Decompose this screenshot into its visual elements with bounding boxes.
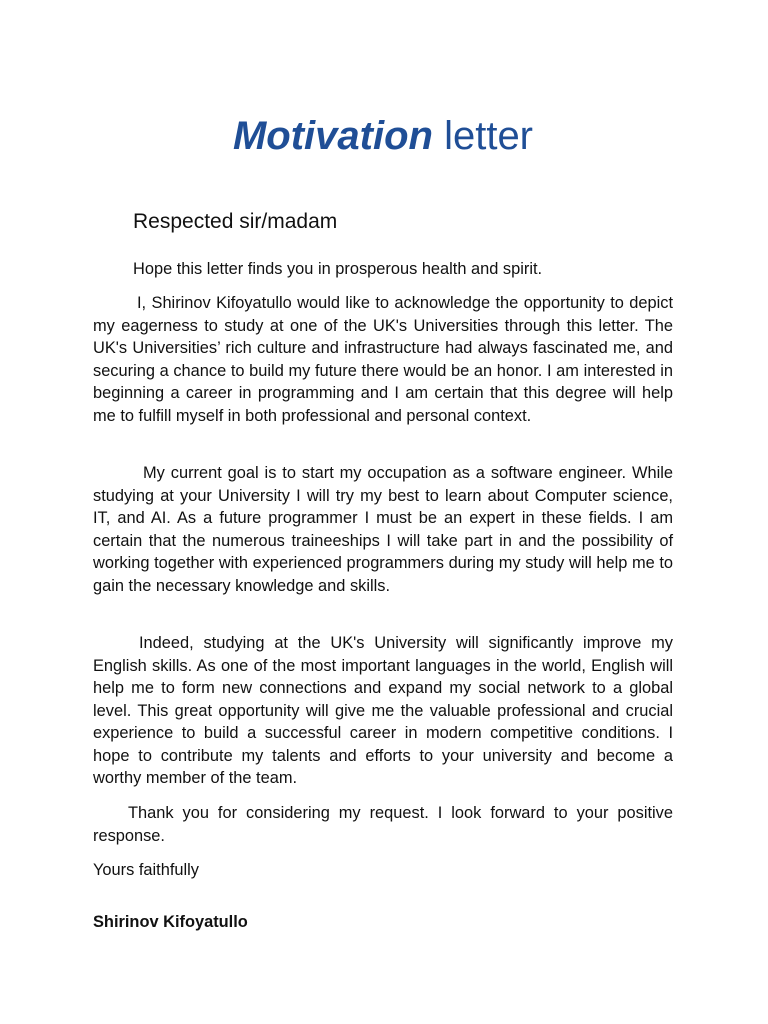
- letter-page: [93, 0, 673, 1024]
- document-title: [93, 113, 673, 159]
- paragraph-career-goal: My current goal is to start my occupation as a software engineer. While studying at your University I will try my best to learn about Computer science, IT, and AI. As a future programmer I must be an expert in these fields. I am certain that the numerous traineeships I will take part in and the possibility of working together with experienced programmers during my study will help me to gain the necessary knowledge and skills.: [93, 464, 673, 595]
- title-bold-word: Motivation: [232, 114, 433, 158]
- title-rest-word: letter: [444, 114, 534, 158]
- salutation: Respected sir/madam: [133, 210, 338, 233]
- closing-line: Yours faithfully: [93, 861, 199, 879]
- paragraph-introduction: I, Shirinov Kifoyatullo would like to acknowledge the opportunity to depict my eagerness to study at one of the UK's Universities through this letter. The UK's Universities’ rich culture and infrastructure had always fascinated me, and securing a chance to build my future there would be an honor. I am interested in beginning a career in programming and I am certain that this degree will help me to fulfill myself in both professional and personal context.: [93, 294, 673, 425]
- paragraph-english-skills: Indeed, studying at the UK's University will significantly improve my English skills. As one of the most important languages in the world, English will help me to form new connections and expand my social network to a global level. This great opportunity will give me the valuable professional and crucial experience to build a successful career in modern competitive conditions. I hope to contribute my talents and efforts to your university and become a worthy member of the team.: [93, 634, 673, 787]
- paragraph-thanks: Thank you for considering my request. I look forward to your positive response.: [93, 804, 673, 845]
- signature-name: Shirinov Kifoyatullo: [93, 913, 248, 931]
- paragraph-greeting: Hope this letter finds you in prosperous health and spirit.: [133, 260, 543, 278]
